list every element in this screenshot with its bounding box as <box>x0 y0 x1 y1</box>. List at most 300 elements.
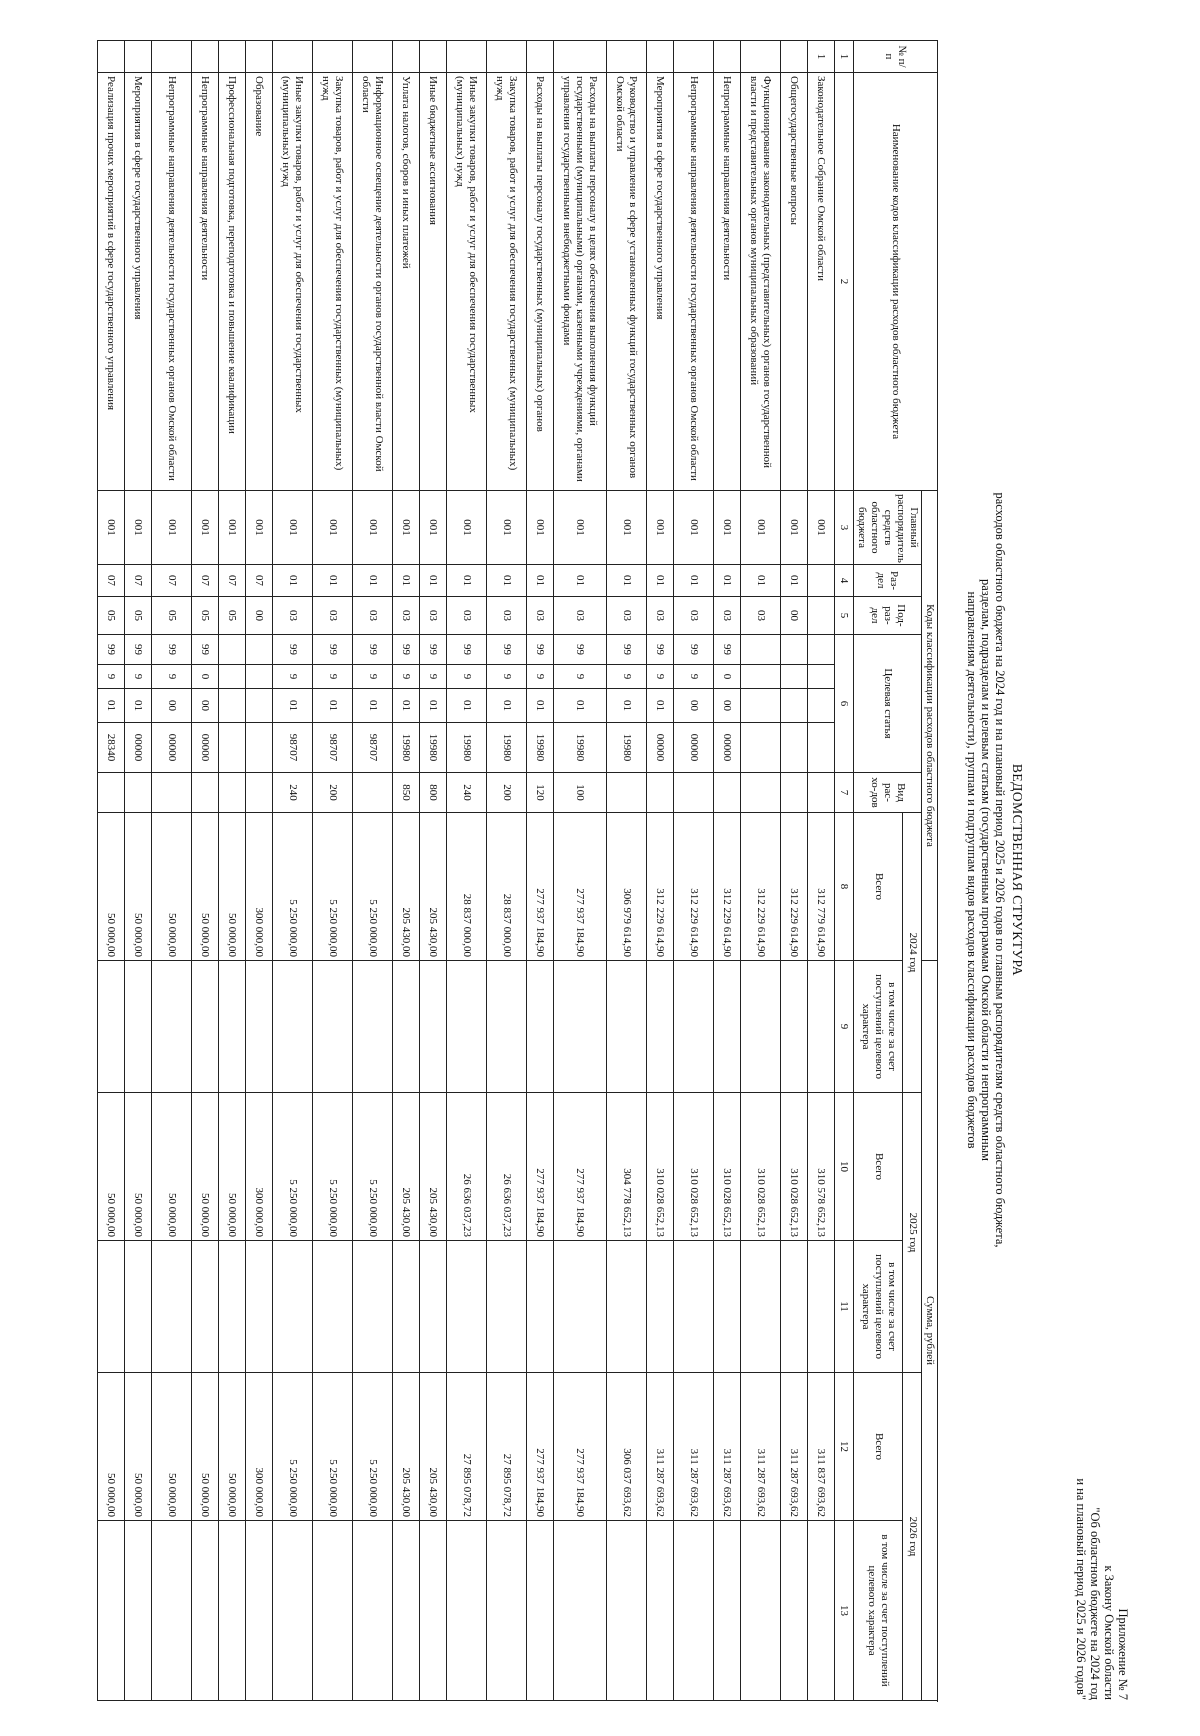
row-target-direction <box>741 723 781 773</box>
row-num <box>420 41 447 73</box>
row-chief-code: 001 <box>674 491 714 565</box>
row-section-code: 01 <box>554 565 607 597</box>
row-name: Реализация прочих мероприятий в сфере государственного управления <box>98 73 125 491</box>
row-total-2026: 311 287 693,62 <box>647 1373 674 1521</box>
table-row <box>647 41 674 1701</box>
row-chief-code: 001 <box>192 491 219 565</box>
row-name: Иные закупки товаров, работ и услуг для обеспечения государственных (муниципальных) нужд <box>447 73 487 491</box>
row-kind-code <box>98 773 125 813</box>
row-total-2025: 50 000,00 <box>219 1093 246 1241</box>
row-subsection-code <box>808 597 835 635</box>
table-row <box>353 41 393 1701</box>
row-kind-code: 240 <box>273 773 313 813</box>
title-main: ВЕДОМСТВЕННАЯ СТРУКТУРА <box>1010 763 1025 977</box>
colnum-5: 5 <box>835 597 854 635</box>
row-target-subprogram: 9 <box>420 665 447 689</box>
row-incl-2025 <box>487 1241 527 1373</box>
row-target-subprogram: 0 <box>192 665 219 689</box>
row-section-code: 01 <box>647 565 674 597</box>
row-name: Иные бюджетные ассигнования <box>420 73 447 491</box>
row-incl-2024 <box>447 961 487 1093</box>
row-chief-code: 001 <box>554 491 607 565</box>
row-incl-2024 <box>487 961 527 1093</box>
table-row <box>447 41 487 1701</box>
header-name: Наименование кодов классификации расходов областного бюджета <box>854 73 938 491</box>
row-num <box>192 41 219 73</box>
row-incl-2025 <box>273 1241 313 1373</box>
row-name: Мероприятия в сфере государственного управления <box>125 73 152 491</box>
row-chief-code: 001 <box>219 491 246 565</box>
row-target-program: 99 <box>313 635 353 665</box>
appendix-line-2: к Закону Омской области <box>1102 1565 1116 1700</box>
row-total-2025: 310 028 652,13 <box>714 1093 741 1241</box>
row-subsection-code: 03 <box>273 597 313 635</box>
row-kind-code <box>607 773 647 813</box>
row-total-2025: 310 028 652,13 <box>647 1093 674 1241</box>
row-name: Иные закупки товаров, работ и услуг для обеспечения государственных (муниципальных) нужд <box>273 73 313 491</box>
row-target-subprogram <box>781 665 808 689</box>
row-total-2025: 26 636 037,23 <box>487 1093 527 1241</box>
row-total-2026: 5 250 000,00 <box>313 1373 353 1521</box>
row-incl-2025 <box>98 1241 125 1373</box>
row-incl-2024 <box>273 961 313 1093</box>
row-target-event: 01 <box>487 689 527 723</box>
row-kind-code <box>674 773 714 813</box>
row-chief-code: 001 <box>273 491 313 565</box>
row-num <box>98 41 125 73</box>
row-kind-code <box>781 773 808 813</box>
row-name: Мероприятия в сфере государственного управления <box>647 73 674 491</box>
row-target-subprogram: 9 <box>152 665 192 689</box>
row-target-subprogram: 9 <box>125 665 152 689</box>
row-total-2026: 311 837 693,62 <box>808 1373 835 1521</box>
row-target-event: 01 <box>98 689 125 723</box>
row-incl-2026 <box>607 1521 647 1701</box>
row-subsection-code: 05 <box>152 597 192 635</box>
row-target-program: 99 <box>125 635 152 665</box>
row-section-code: 01 <box>420 565 447 597</box>
row-total-2026: 27 895 078,72 <box>487 1373 527 1521</box>
row-kind-code <box>246 773 273 813</box>
row-target-event: 01 <box>527 689 554 723</box>
row-total-2026: 50 000,00 <box>219 1373 246 1521</box>
row-target-subprogram: 9 <box>527 665 554 689</box>
row-num <box>152 41 192 73</box>
row-incl-2024 <box>527 961 554 1093</box>
row-target-subprogram: 0 <box>714 665 741 689</box>
row-name: Непрограммные направления деятельности <box>192 73 219 491</box>
row-chief-code: 001 <box>607 491 647 565</box>
row-kind-code <box>741 773 781 813</box>
row-target-direction: 98707 <box>313 723 353 773</box>
colnum-7: 7 <box>835 773 854 813</box>
header-incl-2025: в том числе за счет поступлений целевого характера <box>854 1241 903 1373</box>
row-target-subprogram: 9 <box>487 665 527 689</box>
row-name: Руководство и управление в сфере установленных функций государственных органов Омской области <box>607 73 647 491</box>
row-incl-2025 <box>741 1241 781 1373</box>
row-total-2024: 50 000,00 <box>152 813 192 961</box>
row-total-2026: 50 000,00 <box>125 1373 152 1521</box>
colnum-9: 9 <box>835 961 854 1093</box>
row-target-event <box>219 689 246 723</box>
table-row <box>393 41 420 1701</box>
row-section-code <box>808 565 835 597</box>
row-chief-code: 001 <box>714 491 741 565</box>
row-target-direction: 00000 <box>125 723 152 773</box>
row-incl-2026 <box>714 1521 741 1701</box>
row-target-program <box>219 635 246 665</box>
row-target-program: 99 <box>714 635 741 665</box>
row-total-2026: 5 250 000,00 <box>353 1373 393 1521</box>
row-total-2026: 27 895 078,72 <box>447 1373 487 1521</box>
table-row <box>125 41 152 1701</box>
row-kind-code <box>353 773 393 813</box>
row-incl-2026 <box>808 1521 835 1701</box>
row-target-direction <box>781 723 808 773</box>
row-total-2024: 277 937 184,90 <box>554 813 607 961</box>
row-num <box>125 41 152 73</box>
row-section-code: 01 <box>527 565 554 597</box>
row-target-direction: 00000 <box>647 723 674 773</box>
row-incl-2025 <box>808 1241 835 1373</box>
row-num <box>313 41 353 73</box>
row-total-2024: 312 229 614,90 <box>714 813 741 961</box>
header-target: Целевая статья <box>854 635 922 773</box>
row-incl-2026 <box>487 1521 527 1701</box>
row-section-code: 07 <box>98 565 125 597</box>
row-name: Расходы на выплаты персоналу государственных (муниципальных) органов <box>527 73 554 491</box>
row-section-code: 01 <box>447 565 487 597</box>
table-header <box>835 41 938 1701</box>
row-total-2025: 300 000,00 <box>246 1093 273 1241</box>
row-num <box>447 41 487 73</box>
appendix-line-3: "Об областном бюджете на 2024 год <box>1088 1507 1102 1700</box>
row-name: Закупка товаров, работ и услуг для обеспечения государственных (муниципальных) нужд <box>313 73 353 491</box>
row-incl-2025 <box>420 1241 447 1373</box>
row-target-event: 01 <box>420 689 447 723</box>
row-target-event <box>741 689 781 723</box>
row-target-direction: 00000 <box>152 723 192 773</box>
row-subsection-code: 03 <box>554 597 607 635</box>
row-incl-2025 <box>447 1241 487 1373</box>
row-total-2024: 50 000,00 <box>219 813 246 961</box>
row-target-program: 99 <box>273 635 313 665</box>
row-incl-2026 <box>313 1521 353 1701</box>
row-target-subprogram <box>219 665 246 689</box>
row-total-2025: 5 250 000,00 <box>273 1093 313 1241</box>
row-subsection-code: 03 <box>674 597 714 635</box>
header-kind: Вид рас-хо-дов <box>854 773 922 813</box>
row-incl-2024 <box>219 961 246 1093</box>
header-num: № п/п <box>854 41 938 73</box>
title-line-1: расходов областного бюджета на 2024 год и на плановый период 2025 и 2026 годов по главным распорядителям средств областного бюджета, <box>993 492 1007 1248</box>
row-section-code: 07 <box>152 565 192 597</box>
row-num <box>487 41 527 73</box>
row-total-2025: 5 250 000,00 <box>313 1093 353 1241</box>
row-incl-2026 <box>152 1521 192 1701</box>
row-total-2025: 310 028 652,13 <box>781 1093 808 1241</box>
row-kind-code <box>192 773 219 813</box>
header-year-2024: 2024 год <box>903 813 922 1093</box>
row-target-event: 01 <box>447 689 487 723</box>
row-total-2025: 310 578 652,13 <box>808 1093 835 1241</box>
row-incl-2024 <box>741 961 781 1093</box>
row-target-event: 01 <box>125 689 152 723</box>
row-num <box>273 41 313 73</box>
row-num <box>353 41 393 73</box>
row-section-code: 01 <box>487 565 527 597</box>
row-num <box>393 41 420 73</box>
row-incl-2024 <box>353 961 393 1093</box>
row-total-2025: 50 000,00 <box>98 1093 125 1241</box>
row-name: Уплата налогов, сборов и иных платежей <box>393 73 420 491</box>
header-section: Раз-дел <box>854 565 922 597</box>
row-target-subprogram <box>741 665 781 689</box>
row-target-program: 99 <box>527 635 554 665</box>
row-num <box>674 41 714 73</box>
row-total-2026: 205 430,00 <box>420 1373 447 1521</box>
row-target-direction: 98707 <box>273 723 313 773</box>
row-target-program <box>781 635 808 665</box>
row-num <box>246 41 273 73</box>
row-total-2024: 312 229 614,90 <box>674 813 714 961</box>
row-target-event: 01 <box>353 689 393 723</box>
row-total-2024: 5 250 000,00 <box>313 813 353 961</box>
row-incl-2026 <box>674 1521 714 1701</box>
row-kind-code <box>714 773 741 813</box>
row-subsection-code: 03 <box>527 597 554 635</box>
row-total-2024: 50 000,00 <box>98 813 125 961</box>
row-incl-2024 <box>781 961 808 1093</box>
row-total-2024: 205 430,00 <box>393 813 420 961</box>
row-num <box>219 41 246 73</box>
row-incl-2026 <box>420 1521 447 1701</box>
row-section-code: 01 <box>273 565 313 597</box>
appendix-line-1: Приложение № 7 <box>1116 1608 1130 1700</box>
row-target-program <box>246 635 273 665</box>
row-total-2024: 28 837 000,00 <box>487 813 527 961</box>
row-target-program: 99 <box>487 635 527 665</box>
row-section-code: 07 <box>246 565 273 597</box>
row-num <box>741 41 781 73</box>
colnum-4: 4 <box>835 565 854 597</box>
row-kind-code <box>152 773 192 813</box>
row-incl-2026 <box>781 1521 808 1701</box>
row-target-program: 99 <box>353 635 393 665</box>
row-incl-2024 <box>192 961 219 1093</box>
row-name: Непрограммные направления деятельности государственных органов Омской области <box>152 73 192 491</box>
header-year-2025: 2025 год <box>903 1093 922 1373</box>
row-target-direction: 19980 <box>607 723 647 773</box>
row-kind-code <box>125 773 152 813</box>
row-target-subprogram: 9 <box>313 665 353 689</box>
row-incl-2025 <box>647 1241 674 1373</box>
table-row <box>192 41 219 1701</box>
row-total-2025: 50 000,00 <box>152 1093 192 1241</box>
row-name: Непрограммные направления деятельности <box>714 73 741 491</box>
row-subsection-code: 03 <box>741 597 781 635</box>
table-row <box>152 41 192 1701</box>
row-target-direction: 28340 <box>98 723 125 773</box>
row-total-2024: 50 000,00 <box>192 813 219 961</box>
row-incl-2025 <box>393 1241 420 1373</box>
row-total-2024: 312 229 614,90 <box>781 813 808 961</box>
row-target-program: 99 <box>192 635 219 665</box>
row-total-2025: 50 000,00 <box>125 1093 152 1241</box>
colnum-1: 1 <box>835 41 854 73</box>
row-subsection-code: 03 <box>487 597 527 635</box>
row-incl-2025 <box>152 1241 192 1373</box>
row-subsection-code: 03 <box>607 597 647 635</box>
row-incl-2026 <box>125 1521 152 1701</box>
colnum-8: 8 <box>835 813 854 961</box>
row-chief-code: 001 <box>808 491 835 565</box>
row-incl-2026 <box>527 1521 554 1701</box>
row-target-program: 99 <box>393 635 420 665</box>
row-target-subprogram: 9 <box>674 665 714 689</box>
rotated-content <box>68 40 1138 1700</box>
row-chief-code: 001 <box>647 491 674 565</box>
row-total-2024: 5 250 000,00 <box>353 813 393 961</box>
row-target-event: 01 <box>273 689 313 723</box>
row-incl-2025 <box>714 1241 741 1373</box>
row-incl-2026 <box>741 1521 781 1701</box>
row-kind-code <box>808 773 835 813</box>
row-num <box>527 41 554 73</box>
row-total-2026: 300 000,00 <box>246 1373 273 1521</box>
colnum-10: 10 <box>835 1093 854 1241</box>
row-incl-2024 <box>246 961 273 1093</box>
row-incl-2026 <box>447 1521 487 1701</box>
row-chief-code: 001 <box>487 491 527 565</box>
table-row <box>487 41 527 1701</box>
table-row <box>674 41 714 1701</box>
row-subsection-code: 03 <box>420 597 447 635</box>
appendix-line-4: и на плановый период 2025 и 2026 годов" <box>1074 1478 1088 1700</box>
row-total-2026: 311 287 693,62 <box>781 1373 808 1521</box>
row-num <box>714 41 741 73</box>
row-target-direction: 19980 <box>527 723 554 773</box>
row-kind-code: 200 <box>313 773 353 813</box>
row-target-event: 00 <box>152 689 192 723</box>
table-row <box>607 41 647 1701</box>
table-row <box>273 41 313 1701</box>
row-total-2025: 304 778 652,13 <box>607 1093 647 1241</box>
row-total-2025: 26 636 037,23 <box>447 1093 487 1241</box>
row-subsection-code: 03 <box>353 597 393 635</box>
row-target-event: 01 <box>554 689 607 723</box>
row-total-2025: 277 937 184,90 <box>554 1093 607 1241</box>
row-target-event <box>246 689 273 723</box>
header-year-2026: 2026 год <box>903 1373 922 1701</box>
table-row <box>554 41 607 1701</box>
row-name: Законодательное Собрание Омской области <box>808 73 835 491</box>
row-subsection-code: 00 <box>781 597 808 635</box>
row-name: Профессиональная подготовка, переподготовка и повышение квалификации <box>219 73 246 491</box>
row-target-direction <box>246 723 273 773</box>
row-name: Функционирование законодательных (представительных) органов государственной власти и представительных органов муниципальных образований <box>741 73 781 491</box>
row-incl-2025 <box>192 1241 219 1373</box>
row-chief-code: 001 <box>98 491 125 565</box>
title-line-2: разделам, подразделам и целевым статьям (государственным программам Омской области и непрограммным <box>979 578 993 1162</box>
row-target-direction: 19980 <box>554 723 607 773</box>
row-section-code: 07 <box>192 565 219 597</box>
row-target-subprogram: 9 <box>647 665 674 689</box>
row-section-code: 01 <box>353 565 393 597</box>
row-total-2026: 311 287 693,62 <box>741 1373 781 1521</box>
row-incl-2024 <box>125 961 152 1093</box>
table-row <box>714 41 741 1701</box>
row-target-program <box>741 635 781 665</box>
row-target-direction <box>219 723 246 773</box>
row-target-subprogram <box>246 665 273 689</box>
budget-table <box>97 40 938 1701</box>
row-total-2025: 5 250 000,00 <box>353 1093 393 1241</box>
row-target-event: 00 <box>192 689 219 723</box>
colnum-12: 12 <box>835 1373 854 1521</box>
row-chief-code: 001 <box>393 491 420 565</box>
row-chief-code: 001 <box>447 491 487 565</box>
row-total-2026: 50 000,00 <box>98 1373 125 1521</box>
row-num <box>554 41 607 73</box>
row-incl-2024 <box>313 961 353 1093</box>
row-target-program: 99 <box>554 635 607 665</box>
table-row <box>781 41 808 1701</box>
row-target-event: 00 <box>714 689 741 723</box>
row-incl-2026 <box>393 1521 420 1701</box>
row-total-2024: 5 250 000,00 <box>273 813 313 961</box>
row-chief-code: 001 <box>246 491 273 565</box>
header-incl-2026: в том числе за счет поступлений целевого характера <box>854 1521 903 1701</box>
row-incl-2026 <box>647 1521 674 1701</box>
row-total-2024: 28 837 000,00 <box>447 813 487 961</box>
row-incl-2026 <box>273 1521 313 1701</box>
row-section-code: 01 <box>781 565 808 597</box>
header-chief: Главный распорядитель средств областного бюджета <box>854 491 922 565</box>
row-section-code: 01 <box>674 565 714 597</box>
row-section-code: 07 <box>125 565 152 597</box>
row-incl-2025 <box>527 1241 554 1373</box>
row-target-program: 99 <box>98 635 125 665</box>
row-name: Образование <box>246 73 273 491</box>
row-subsection-code: 03 <box>647 597 674 635</box>
row-total-2026: 311 287 693,62 <box>714 1373 741 1521</box>
row-chief-code: 001 <box>313 491 353 565</box>
row-target-program: 99 <box>674 635 714 665</box>
colnum-2: 2 <box>835 73 854 491</box>
row-target-program: 99 <box>647 635 674 665</box>
row-total-2026: 311 287 693,62 <box>674 1373 714 1521</box>
row-name: Расходы на выплаты персоналу в целях обеспечения выполнения функций государственными (муниципальными) органами, казенными учреждениями, органами управления государственными внебюджетными фондами <box>554 73 607 491</box>
row-total-2024: 312 229 614,90 <box>741 813 781 961</box>
row-incl-2024 <box>714 961 741 1093</box>
row-target-event: 01 <box>607 689 647 723</box>
header-total-2026: Всего <box>854 1373 903 1521</box>
row-target-subprogram: 9 <box>447 665 487 689</box>
document-title <box>965 40 1024 1700</box>
row-incl-2024 <box>420 961 447 1093</box>
table-row <box>246 41 273 1701</box>
row-incl-2025 <box>607 1241 647 1373</box>
row-incl-2025 <box>353 1241 393 1373</box>
row-total-2024: 300 000,00 <box>246 813 273 961</box>
header-total-2024: Всего <box>854 813 903 961</box>
row-incl-2026 <box>353 1521 393 1701</box>
row-target-program: 99 <box>420 635 447 665</box>
row-target-subprogram: 9 <box>554 665 607 689</box>
row-target-direction: 19980 <box>487 723 527 773</box>
appendix-note <box>1074 1478 1130 1700</box>
